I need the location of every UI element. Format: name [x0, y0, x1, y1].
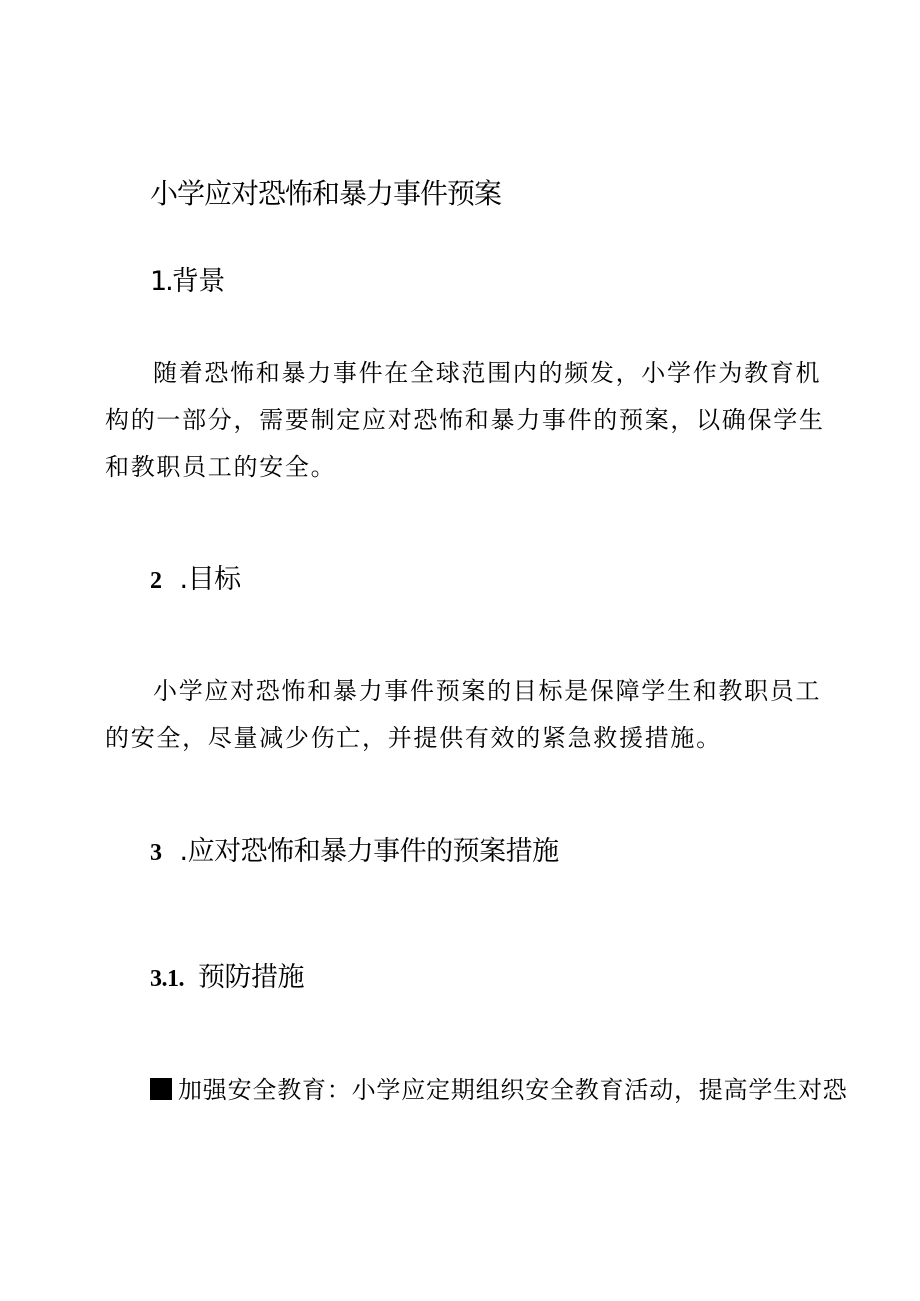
bullet-item — [150, 1068, 848, 1112]
section-number: 2 — [150, 568, 162, 594]
section-heading-measures — [150, 832, 559, 873]
section-title: 背景 — [171, 266, 225, 297]
section-heading-background — [150, 262, 225, 302]
section-title: .应对恐怖和暴力事件的预案措施 — [179, 836, 559, 867]
section-number: 1. — [150, 266, 172, 297]
section-number: 3.1. — [150, 966, 184, 992]
section-title: 预防措施 — [198, 962, 304, 993]
bullet-text: 加强安全教育：小学应定期组织安全教育活动，提高学生对恐 — [178, 1076, 848, 1104]
section-number: 3 — [150, 840, 162, 866]
section-body-goal: 小学应对恐怖和暴力事件预案的目标是保障学生和教职员工的安全，尽量减少伤亡，并提供有效的紧急救援措施。 — [105, 677, 822, 752]
section-body-background: 随着恐怖和暴力事件在全球范围内的频发，小学作为教育机构的一部分，需要制定应对恐怖和暴力事件的预案，以确保学生和教职员工的安全。 — [105, 359, 825, 481]
square-bullet-icon — [150, 1078, 172, 1100]
document-title: 小学应对恐怖和暴力事件预案 — [150, 177, 502, 210]
section-heading-goal — [150, 560, 241, 601]
section-title: .目标 — [179, 564, 241, 595]
subsection-heading-prevention — [150, 958, 304, 999]
